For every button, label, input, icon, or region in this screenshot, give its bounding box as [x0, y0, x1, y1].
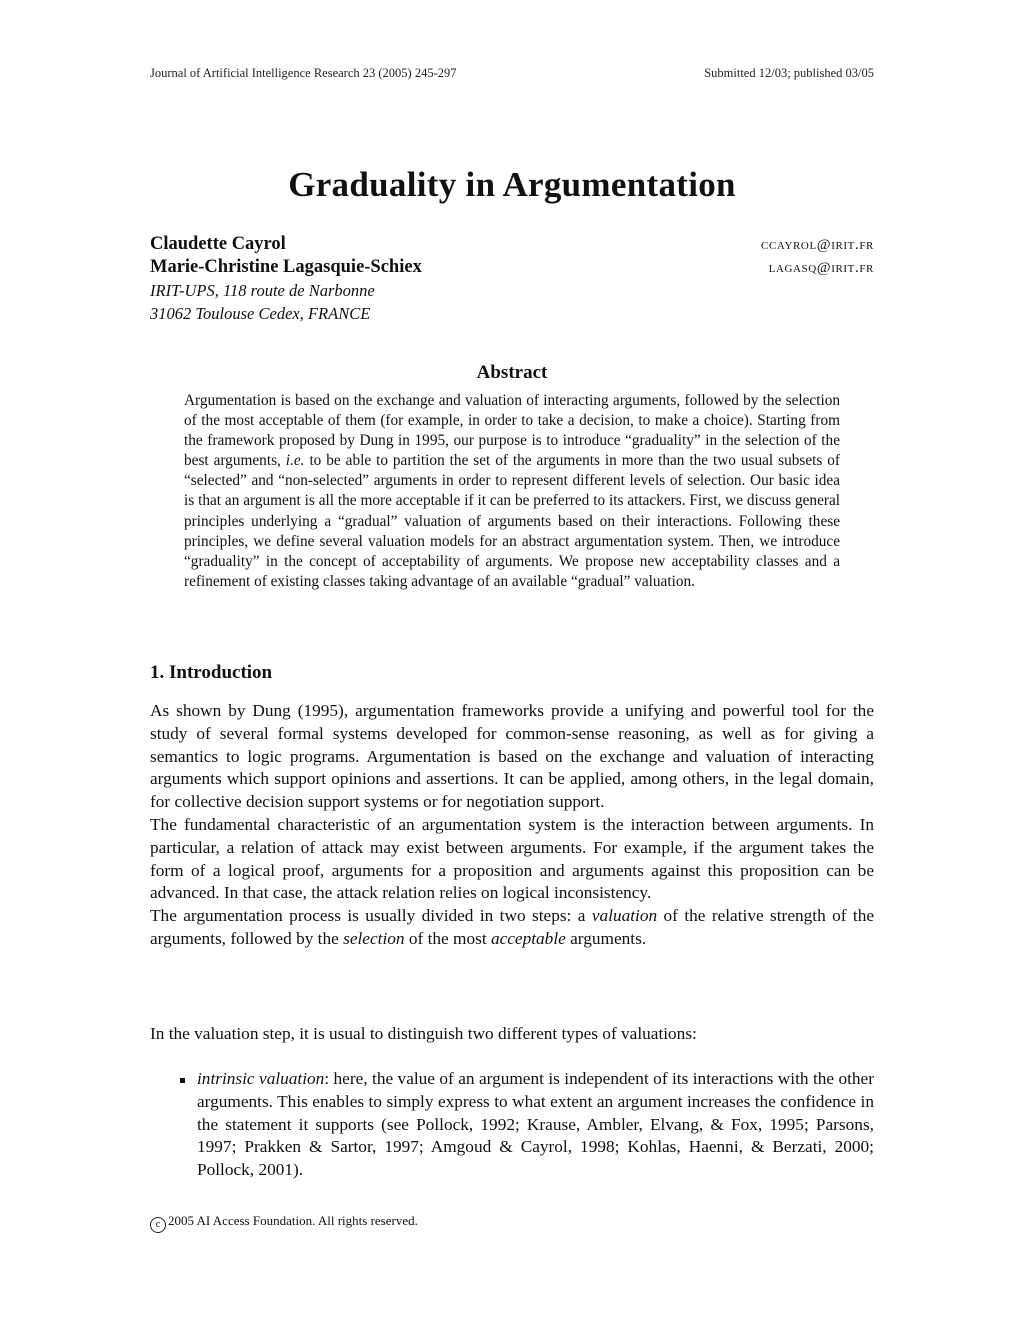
abstract-heading: Abstract [476, 362, 548, 383]
text-run: : here, the value of an argument is independent of its interactions with the other arguments. This enables to simply express to what extent an argument increases the confidence in the statement it supports (see Pollock, 1992; Krause, Ambler, Elvang, & Fox, 1995; Parsons, 1997; Prakken & Sartor, 1997; Amgoud & Cayrol, 1998; Kohlas, Haenni, & Berzati, 2000; Pollock, 2001). [197, 1069, 874, 1180]
author-email: ccayrol@irit.fr [761, 237, 874, 253]
emphasis: intrinsic valuation [197, 1069, 325, 1088]
author-name: Claudette Cayrol [150, 234, 286, 254]
journal-citation: Journal of Artificial Intelligence Research 23 (2005) 245-297 [150, 66, 457, 80]
author-row-1 [150, 234, 874, 255]
introduction-body [150, 700, 874, 951]
emphasis: selection [343, 928, 405, 948]
paper-title: Graduality in Argumentation [288, 165, 736, 204]
text-run: The argumentation process is usually divided in two steps: a [150, 906, 586, 926]
author-row-2 [150, 257, 874, 278]
submission-dates: Submitted 12/03; published 03/05 [704, 66, 874, 80]
abstract-body [184, 391, 840, 592]
paragraph: In the valuation step, it is usual to distinguish two different types of valuations: [150, 1024, 697, 1043]
author-name: Marie-Christine Lagasquie-Schiex [150, 257, 422, 277]
paragraph: The fundamental characteristic of an argumentation system is the interaction between arguments. In particular, a relation of attack may exist between arguments. For example, if the argument takes the form of a logical proof, arguments for a proposition and arguments against this proposition can be advanced. In that case, the attack relation relies on logical inconsistency. [150, 814, 874, 903]
abstract-text: Argumentation is based on the exchange and valuation of interacting arguments, followed by the selection of the most acceptable of them (for example, in order to take a decision, to make a choice). Starting from the framework proposed by Dung in 1995, our purpose is to introduce “graduality” in the selection of the best arguments, [184, 392, 840, 470]
paragraph [150, 905, 874, 951]
copyright-icon: c [150, 1217, 166, 1233]
emphasis: acceptable [490, 928, 566, 948]
text-run: of the most [408, 928, 487, 948]
emphasis: valuation [591, 906, 658, 926]
text-run: of the relative strength of the arguments, followed by the [150, 906, 875, 948]
author-email: lagasq@irit.fr [768, 260, 874, 276]
bullet-icon [180, 1078, 185, 1083]
abstract-text: to be able to partition the set of the arguments in more than the two usual subsets of “selected” and “non-selected” arguments in order to represent different levels of selection. Our basic idea is that an argument is all the more acceptable if it can be preferred to its attackers. First, we discuss general principles underlying a “gradual” valuation of arguments based on their interactions. Following these principles, we define several valuation models for an abstract argumentation system. Then, we introduce “graduality” in the concept of acceptability of arguments. We propose new acceptability classes and a refinement of existing classes taking advantage of an available “gradual” valuation. [184, 452, 840, 590]
affiliation-line: IRIT-UPS, 118 route de Narbonne [150, 281, 375, 300]
copyright-text: 2005 AI Access Foundation. All rights reserved. [168, 1213, 418, 1228]
copyright-notice [150, 1213, 418, 1233]
paragraph: As shown by Dung (1995), argumentation frameworks provide a unifying and powerful tool for the study of several formal systems developed for common-sense reasoning, as well as for giving a semantics to logic programs. Argumentation is based on the exchange and valuation of interacting arguments which support opinions and assertions. It can be applied, among others, in the legal domain, for collective decision support systems or for negotiation support. [150, 701, 874, 812]
section-heading: 1. Introduction [150, 662, 273, 683]
text-run: arguments. [570, 928, 647, 948]
abstract-ie: i.e. [285, 452, 305, 470]
list-item-text [197, 1068, 874, 1182]
affiliation-line: 31062 Toulouse Cedex, FRANCE [150, 304, 371, 323]
